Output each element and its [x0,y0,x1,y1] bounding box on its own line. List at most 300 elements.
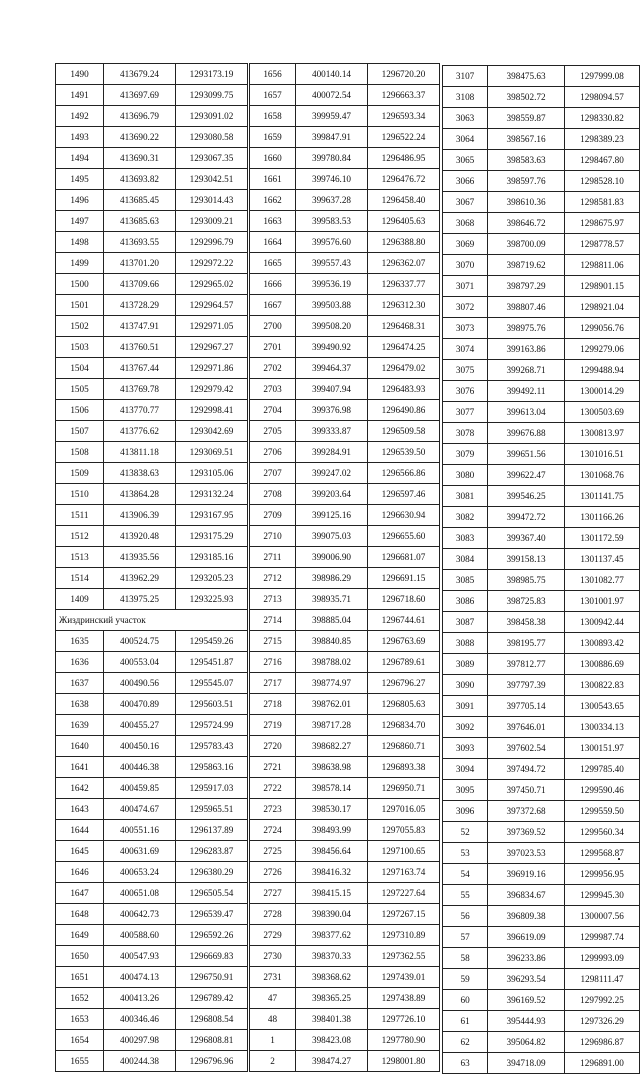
table-row [56,694,248,715]
y-coordinate: 1296490.86 [368,400,440,421]
y-coordinate: 1293080.58 [176,127,248,148]
point-number: 2730 [250,946,296,967]
table-row [443,801,640,822]
table-row [443,192,640,213]
point-number: 1501 [56,295,104,316]
point-number: 2705 [250,421,296,442]
y-coordinate: 1296509.58 [368,421,440,442]
x-coordinate: 398610.36 [488,192,565,213]
point-number: 1645 [56,841,104,862]
x-coordinate: 400459.85 [104,778,176,799]
point-number: 1646 [56,862,104,883]
point-number: 2731 [250,967,296,988]
point-number: 3073 [443,318,488,339]
x-coordinate: 399247.02 [296,463,368,484]
y-coordinate: 1296539.47 [176,904,248,925]
y-coordinate: 1300942.44 [564,612,639,633]
y-coordinate: 1299993.09 [564,948,639,969]
point-number: 1667 [250,295,296,316]
x-coordinate: 413679.24 [104,64,176,85]
table-row [56,568,248,589]
point-number: 1650 [56,946,104,967]
x-coordinate: 400588.60 [104,925,176,946]
table-row [250,232,440,253]
x-coordinate: 413697.69 [104,85,176,106]
x-coordinate: 397372.68 [488,801,565,822]
table-row [56,883,248,904]
point-number: 1511 [56,505,104,526]
point-number: 1652 [56,988,104,1009]
table-row [250,169,440,190]
y-coordinate: 1296950.71 [368,778,440,799]
x-coordinate: 398807.46 [488,297,565,318]
y-coordinate: 1300014.29 [564,381,639,402]
table-row [250,568,440,589]
table-row [250,211,440,232]
point-number: 3076 [443,381,488,402]
point-number: 3108 [443,87,488,108]
y-coordinate: 1296681.07 [368,547,440,568]
y-coordinate: 1296474.25 [368,337,440,358]
x-coordinate: 399508.20 [296,316,368,337]
x-coordinate: 399622.47 [488,465,565,486]
y-coordinate: 1300822.83 [564,675,639,696]
y-coordinate: 1298389.23 [564,129,639,150]
x-coordinate: 398840.85 [296,631,368,652]
point-number: 1649 [56,925,104,946]
x-coordinate: 399576.60 [296,232,368,253]
point-number: 3095 [443,780,488,801]
y-coordinate: 1293205.23 [176,568,248,589]
point-number: 1508 [56,442,104,463]
y-coordinate: 1295783.43 [176,736,248,757]
table-row [250,190,440,211]
point-number: 1639 [56,715,104,736]
y-coordinate: 1293099.75 [176,85,248,106]
x-coordinate: 399847.91 [296,127,368,148]
table-row [443,990,640,1011]
y-coordinate: 1296893.38 [368,757,440,778]
point-number: 3063 [443,108,488,129]
point-number: 2714 [250,610,296,631]
y-coordinate: 1296630.94 [368,505,440,526]
section-title: Жиздринский участок [56,610,248,631]
table-row [56,64,248,85]
x-coordinate: 413693.82 [104,169,176,190]
table-row [250,715,440,736]
y-coordinate: 1293014.43 [176,190,248,211]
y-coordinate: 1292965.02 [176,274,248,295]
x-coordinate: 398719.62 [488,255,565,276]
y-coordinate: 1297055.83 [368,820,440,841]
point-number: 1492 [56,106,104,127]
point-number: 3075 [443,360,488,381]
x-coordinate: 400551.16 [104,820,176,841]
point-number: 1498 [56,232,104,253]
table-row [56,589,248,610]
y-coordinate: 1301141.75 [564,486,639,507]
x-coordinate: 397023.53 [488,843,565,864]
y-coordinate: 1296860.71 [368,736,440,757]
x-coordinate: 400072.54 [296,85,368,106]
point-number: 1 [250,1030,296,1051]
table-row [56,988,248,1009]
x-coordinate: 398975.76 [488,318,565,339]
table-row [443,129,640,150]
y-coordinate: 1299785.40 [564,759,639,780]
point-number: 1663 [250,211,296,232]
point-number: 1659 [250,127,296,148]
x-coordinate: 413747.91 [104,316,176,337]
table-row [250,904,440,925]
point-number: 1647 [56,883,104,904]
y-coordinate: 1299560.34 [564,822,639,843]
table-row [56,505,248,526]
point-number: 1506 [56,400,104,421]
x-coordinate: 400413.26 [104,988,176,1009]
point-number: 3089 [443,654,488,675]
x-coordinate: 400446.38 [104,757,176,778]
y-coordinate: 1296505.54 [176,883,248,904]
y-coordinate: 1295917.03 [176,778,248,799]
point-number: 2722 [250,778,296,799]
y-coordinate: 1299987.74 [564,927,639,948]
x-coordinate: 398985.75 [488,570,565,591]
table-row [56,274,248,295]
table-row [250,778,440,799]
table-row [250,610,440,631]
point-number: 61 [443,1011,488,1032]
y-coordinate: 1293105.06 [176,463,248,484]
y-coordinate: 1301068.76 [564,465,639,486]
x-coordinate: 413769.78 [104,379,176,400]
x-coordinate: 398390.04 [296,904,368,925]
y-coordinate: 1296479.02 [368,358,440,379]
x-coordinate: 398717.28 [296,715,368,736]
y-coordinate: 1293042.51 [176,169,248,190]
x-coordinate: 397494.72 [488,759,565,780]
point-number: 3067 [443,192,488,213]
y-coordinate: 1299488.94 [564,360,639,381]
x-coordinate: 413864.28 [104,484,176,505]
y-coordinate: 1296388.80 [368,232,440,253]
y-coordinate: 1296750.91 [176,967,248,988]
point-number: 3064 [443,129,488,150]
y-coordinate: 1300813.97 [564,423,639,444]
table-row [56,421,248,442]
x-coordinate: 400651.08 [104,883,176,904]
table-row [443,381,640,402]
point-number: 1507 [56,421,104,442]
point-number: 2723 [250,799,296,820]
point-number: 2716 [250,652,296,673]
x-coordinate: 397369.52 [488,822,565,843]
table-row [56,316,248,337]
x-coordinate: 400297.98 [104,1030,176,1051]
x-coordinate: 413975.25 [104,589,176,610]
point-number: 2707 [250,463,296,484]
table-row [56,799,248,820]
table-row [250,295,440,316]
y-coordinate: 1296986.87 [564,1032,639,1053]
y-coordinate: 1296796.96 [176,1051,248,1072]
y-coordinate: 1301166.26 [564,507,639,528]
y-coordinate: 1296522.24 [368,127,440,148]
x-coordinate: 399503.88 [296,295,368,316]
table-row [56,484,248,505]
point-number: 2704 [250,400,296,421]
x-coordinate: 413770.77 [104,400,176,421]
y-coordinate: 1300334.13 [564,717,639,738]
point-number: 2711 [250,547,296,568]
point-number: 2702 [250,358,296,379]
y-coordinate: 1299568.87 [564,843,639,864]
table-row [443,675,640,696]
x-coordinate: 400455.27 [104,715,176,736]
point-number: 2718 [250,694,296,715]
point-number: 3085 [443,570,488,591]
table-row [250,400,440,421]
x-coordinate: 400346.46 [104,1009,176,1030]
table-row [250,841,440,862]
x-coordinate: 398423.08 [296,1030,368,1051]
table-row [443,864,640,885]
table-row [443,507,640,528]
y-coordinate: 1295451.87 [176,652,248,673]
y-coordinate: 1293167.95 [176,505,248,526]
y-coordinate: 1298811.06 [564,255,639,276]
point-number: 1656 [250,64,296,85]
x-coordinate: 400470.89 [104,694,176,715]
table-row [250,1009,440,1030]
y-coordinate: 1293132.24 [176,484,248,505]
table-row [443,255,640,276]
point-number: 54 [443,864,488,885]
table-row [56,85,248,106]
x-coordinate: 398774.97 [296,673,368,694]
y-coordinate: 1296312.30 [368,295,440,316]
x-coordinate: 398401.38 [296,1009,368,1030]
x-coordinate: 400140.14 [296,64,368,85]
point-number: 1643 [56,799,104,820]
table-row [443,570,640,591]
y-coordinate: 1299056.76 [564,318,639,339]
point-number: 2700 [250,316,296,337]
table-row [443,423,640,444]
y-coordinate: 1292979.42 [176,379,248,400]
x-coordinate: 398583.63 [488,150,565,171]
point-number: 1637 [56,673,104,694]
x-coordinate: 398788.02 [296,652,368,673]
x-coordinate: 398567.16 [488,129,565,150]
x-coordinate: 399464.37 [296,358,368,379]
x-coordinate: 399367.40 [488,528,565,549]
table-row [56,526,248,547]
point-number: 3082 [443,507,488,528]
x-coordinate: 396169.52 [488,990,565,1011]
table-row [250,421,440,442]
x-coordinate: 400474.13 [104,967,176,988]
x-coordinate: 399676.88 [488,423,565,444]
x-coordinate: 398365.25 [296,988,368,1009]
y-coordinate: 1296539.50 [368,442,440,463]
point-number: 1644 [56,820,104,841]
y-coordinate: 1301137.45 [564,549,639,570]
point-number: 1654 [56,1030,104,1051]
point-number: 3079 [443,444,488,465]
x-coordinate: 399557.43 [296,253,368,274]
table-row [56,967,248,988]
x-coordinate: 399158.13 [488,549,565,570]
x-coordinate: 399472.72 [488,507,565,528]
point-number: 1661 [250,169,296,190]
x-coordinate: 397797.39 [488,675,565,696]
point-number: 1636 [56,652,104,673]
table-row [250,967,440,988]
x-coordinate: 398682.27 [296,736,368,757]
point-number: 3074 [443,339,488,360]
point-number: 3077 [443,402,488,423]
y-coordinate: 1293069.51 [176,442,248,463]
point-number: 3071 [443,276,488,297]
point-number: 55 [443,885,488,906]
point-number: 47 [250,988,296,1009]
table-row [56,442,248,463]
point-number: 1510 [56,484,104,505]
y-coordinate: 1292971.05 [176,316,248,337]
table-row [250,757,440,778]
point-number: 3088 [443,633,488,654]
table-row [250,862,440,883]
table-row [56,169,248,190]
table-row [56,295,248,316]
x-coordinate: 399613.04 [488,402,565,423]
table-row [443,318,640,339]
y-coordinate: 1296362.07 [368,253,440,274]
x-coordinate: 399492.11 [488,381,565,402]
table-row [250,820,440,841]
point-number: 2701 [250,337,296,358]
point-number: 3083 [443,528,488,549]
y-coordinate: 1296789.61 [368,652,440,673]
point-number: 1499 [56,253,104,274]
x-coordinate: 413728.29 [104,295,176,316]
y-coordinate: 1292972.22 [176,253,248,274]
y-coordinate: 1297439.01 [368,967,440,988]
table-row [56,1009,248,1030]
point-number: 3066 [443,171,488,192]
point-number: 2706 [250,442,296,463]
y-coordinate: 1297362.55 [368,946,440,967]
point-number: 1504 [56,358,104,379]
point-number: 1666 [250,274,296,295]
table-row [443,528,640,549]
y-coordinate: 1296720.20 [368,64,440,85]
point-number: 1653 [56,1009,104,1030]
y-coordinate: 1297227.64 [368,883,440,904]
table-row [56,736,248,757]
x-coordinate: 397812.77 [488,654,565,675]
point-number: 60 [443,990,488,1011]
table-row [443,1011,640,1032]
point-number: 3080 [443,465,488,486]
x-coordinate: 400244.38 [104,1051,176,1072]
table-row [443,171,640,192]
y-coordinate: 1296483.93 [368,379,440,400]
x-coordinate: 413935.56 [104,547,176,568]
table-row [443,150,640,171]
point-number: 2708 [250,484,296,505]
x-coordinate: 394718.09 [488,1053,565,1074]
table-row [443,549,640,570]
point-number: 1651 [56,967,104,988]
y-coordinate: 1300007.56 [564,906,639,927]
x-coordinate: 398797.29 [488,276,565,297]
x-coordinate: 395064.82 [488,1032,565,1053]
x-coordinate: 413767.44 [104,358,176,379]
table-row [56,820,248,841]
y-coordinate: 1293173.19 [176,64,248,85]
y-coordinate: 1295545.07 [176,673,248,694]
table-row [56,925,248,946]
x-coordinate: 398370.33 [296,946,368,967]
table-row [443,444,640,465]
x-coordinate: 398646.72 [488,213,565,234]
table-row [250,379,440,400]
table-row [443,885,640,906]
y-coordinate: 1296476.72 [368,169,440,190]
table-row [443,948,640,969]
table-row [443,759,640,780]
x-coordinate: 398986.29 [296,568,368,589]
y-coordinate: 1296834.70 [368,715,440,736]
coordinates-table-middle [249,63,440,1072]
x-coordinate: 398475.63 [488,66,565,87]
point-number: 3090 [443,675,488,696]
x-coordinate: 413906.39 [104,505,176,526]
point-number: 1490 [56,64,104,85]
y-coordinate: 1296663.37 [368,85,440,106]
x-coordinate: 413962.29 [104,568,176,589]
table-row [250,358,440,379]
point-number: 1513 [56,547,104,568]
y-coordinate: 1293225.93 [176,589,248,610]
point-number: 1640 [56,736,104,757]
table-row [250,253,440,274]
table-row [443,276,640,297]
x-coordinate: 398530.17 [296,799,368,820]
table-row [443,738,640,759]
table-row [250,946,440,967]
point-number: 3086 [443,591,488,612]
point-number: 2710 [250,526,296,547]
table-row [250,589,440,610]
x-coordinate: 397450.71 [488,780,565,801]
table-row [250,799,440,820]
table-row [56,715,248,736]
point-number: 59 [443,969,488,990]
x-coordinate: 400553.04 [104,652,176,673]
table-row [250,442,440,463]
table-row [443,87,640,108]
x-coordinate: 398935.71 [296,589,368,610]
point-number: 2724 [250,820,296,841]
point-number: 1635 [56,631,104,652]
x-coordinate: 399333.87 [296,421,368,442]
point-number: 2727 [250,883,296,904]
table-row [443,402,640,423]
x-coordinate: 400524.75 [104,631,176,652]
